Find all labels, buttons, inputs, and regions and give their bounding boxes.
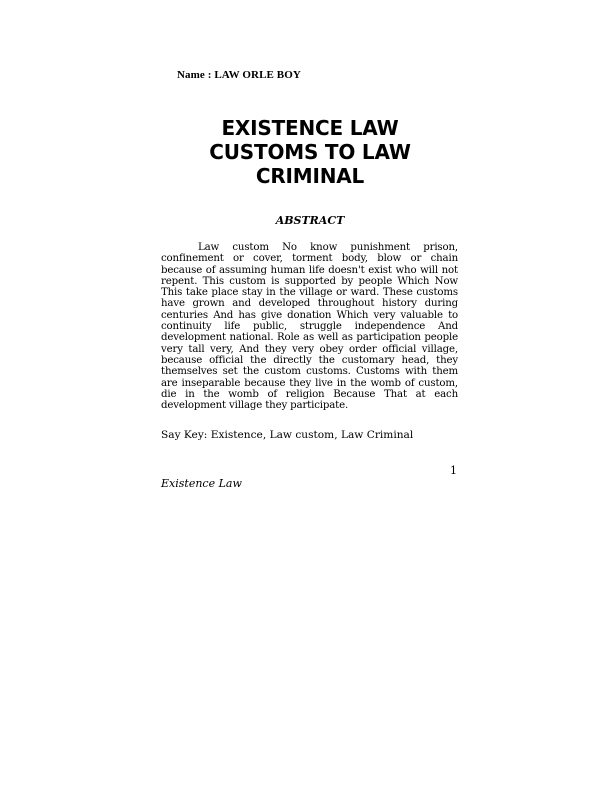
title-line-3: CRIMINAL xyxy=(255,164,365,188)
abstract-body: Law custom No know punishment prison, confinement or cover, torment body, blow or chain because of assuming human life doesn't exist who will not repent. This custom is supported by people Which Now This take place stay in the village or ward. These customs have grown and developed throughout history during centuries And has give donation Which very valuable to continuity life public, struggle independence And development national. Role as well as participation people very tall very, And they very obey order official village, because official the directly the customary head, they themselves set the custom customs. Customs with them are inseparable because they live in the womb of custom, die in the womb of religion Because That at each development village they participate. xyxy=(161,242,458,412)
running-header: Existence Law xyxy=(161,477,242,490)
title-line-1: EXISTENCE LAW xyxy=(221,116,399,140)
page-number: 1 xyxy=(450,464,457,477)
author-name: Name : LAW ORLE BOY xyxy=(177,69,301,81)
paper-title xyxy=(160,116,460,188)
abstract-heading: ABSTRACT xyxy=(275,214,345,227)
keywords: Say Key: Existence, Law custom, Law Criminal xyxy=(161,429,414,441)
title-line-2: CUSTOMS TO LAW xyxy=(209,140,411,164)
